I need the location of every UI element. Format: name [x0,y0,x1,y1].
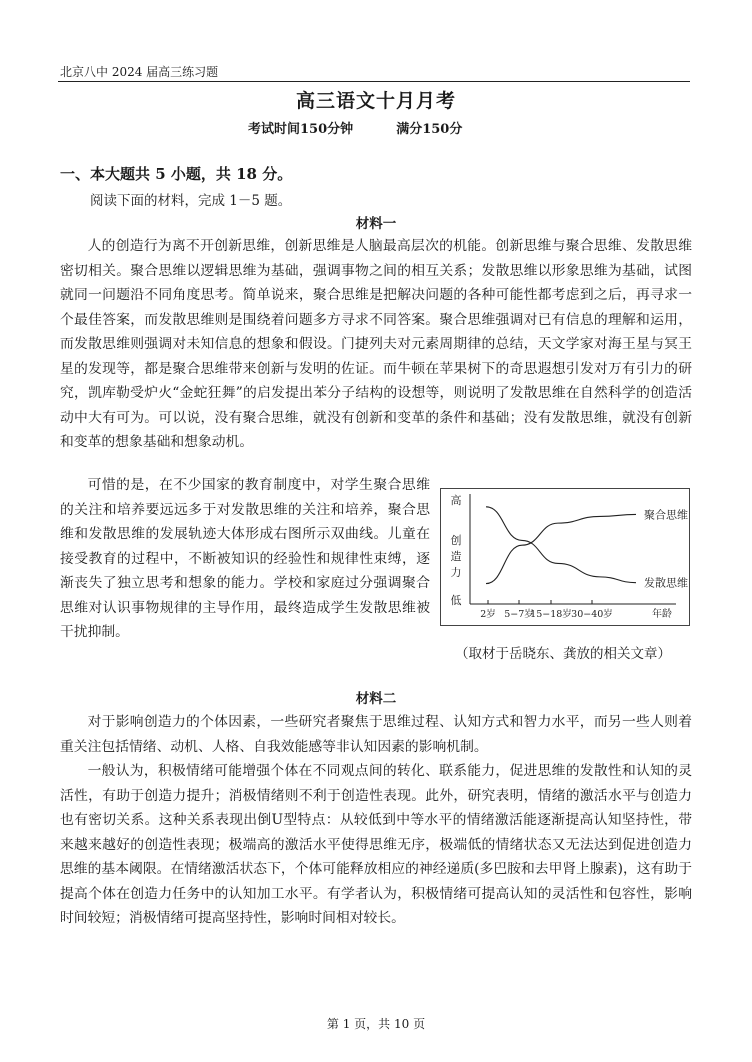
series-label-1: 聚合思维 [644,508,688,522]
y-label-low: 低 [450,594,462,607]
section-instruction: 阅读下面的材料，完成 1－5 题。 [90,193,292,209]
y-axis-label-char: 创 [450,534,462,547]
series-label-2: 发散思维 [644,576,688,590]
section-heading: 一、本大题共 5 小题，共 18 分。 [60,165,293,183]
material1-heading: 材料一 [355,216,397,232]
header-rule [58,81,690,82]
x-tick-label: 2岁 [480,609,496,620]
x-axis-label: 年龄 [652,609,672,620]
material1-paragraph-2: 可惜的是，在不少国家的教育制度中，对学生聚合思维的关注和培养要远远多于对发散思维的关注和培养，聚合思维和发散思维的发展轨迹大体形成右图所示双曲线。儿童在接受教育的过程中，不断被知识的经验性和规律性束缚，逐渐丧失了独立思考和想象的能力。学校和家庭过分强调聚合思维对认识事物规律的主导作用，最终造成学生发散思维被干扰抑制。 [60,477,430,640]
exam-subtitle [248,118,462,137]
x-tick-label: 30−40岁 [571,609,613,620]
page-header: 北京八中 2024 届高三练习题 [60,65,219,79]
material2-heading: 材料二 [355,691,397,707]
y-axis-label-char: 造 [450,550,462,563]
creativity-chart-svg [440,488,690,626]
exam-score: 满分150分 [396,122,463,137]
material2-paragraph-1: 对于影响创造力的个体因素，一些研究者聚焦于思维过程、认知方式和智力水平，而另一些人则着重关注包括情绪、动机、人格、自我效能感等非认知因素的影响机制。 [60,714,692,755]
x-tick-label: 15−18岁 [530,609,572,620]
page-footer: 第 1 页，共 10 页 [326,1017,426,1031]
material2-paragraph-2: 一般认为，积极情绪可能增强个体在不同观点间的转化、联系能力，促进思维的发散性和认知的灵活性，有助于创造力提升；消极情绪则不利于创造性表现。此外，研究表明，情绪的激活水平与创造力也有密切关系。这种关系表现出倒U型特点：从较低到中等水平的情绪激活能逐渐提高认知坚持性，带来越来越好的创造性表现；极端高的激活水平使得思维无序，极端低的情绪状态又无法达到促进创造力思维的基本阈限。在情绪激活状态下，个体可能释放相应的神经递质(多巴胺和去甲肾上腺素)，这有助于提高个体在创造力任务中的认知加工水平。有学者认为，积极情绪可提高认知的灵活性和包容性，影响时间较短；消极情绪可提高坚持性，影响时间相对较长。 [60,763,692,926]
y-axis-label-char: 力 [450,566,462,579]
series-line-2 [486,507,636,583]
exam-title: 高三语文十月月考 [295,90,456,112]
material1-paragraph-1: 人的创造行为离不开创新思维，创新思维是人脑最高层次的机能。创新思维与聚合思维、发散思维密切相关。聚合思维以逻辑思维为基础，强调事物之间的相互关系；发散思维以形象思维为基础，试图就同一问题沿不同角度思考。简单说来，聚合思维是把解决问题的各种可能性都考虑到之后，再寻求一个最佳答案，而发散思维则是围绕着问题多方寻求不同答案。聚合思维强调对已有信息的理解和运用，而发散思维则强调对未知信息的想象和假设。门捷列夫对元素周期律的总结，天文学家对海王星与冥王星的发现等，都是聚合思维带来创新与发明的佐证。而牛顿在苹果树下的奇思遐想引发对万有引力的研究，凯库勒受炉火“金蛇狂舞”的启发提出苯分子结构的设想等，则说明了发散思维在自然科学的创造活动中大有可为。可以说，没有聚合思维，就没有创新和变革的条件和基础；没有发散思维，就没有创新和变革的想象基础和想象动机。 [60,238,692,450]
creativity-chart [440,488,690,626]
series-line-1 [486,514,636,583]
material1-source: （取材于岳晓东、龚放的相关文章） [455,646,671,662]
exam-time: 考试时间150分钟 [248,122,354,137]
y-label-high: 高 [450,494,462,507]
x-tick-label: 5−7岁 [504,609,534,620]
